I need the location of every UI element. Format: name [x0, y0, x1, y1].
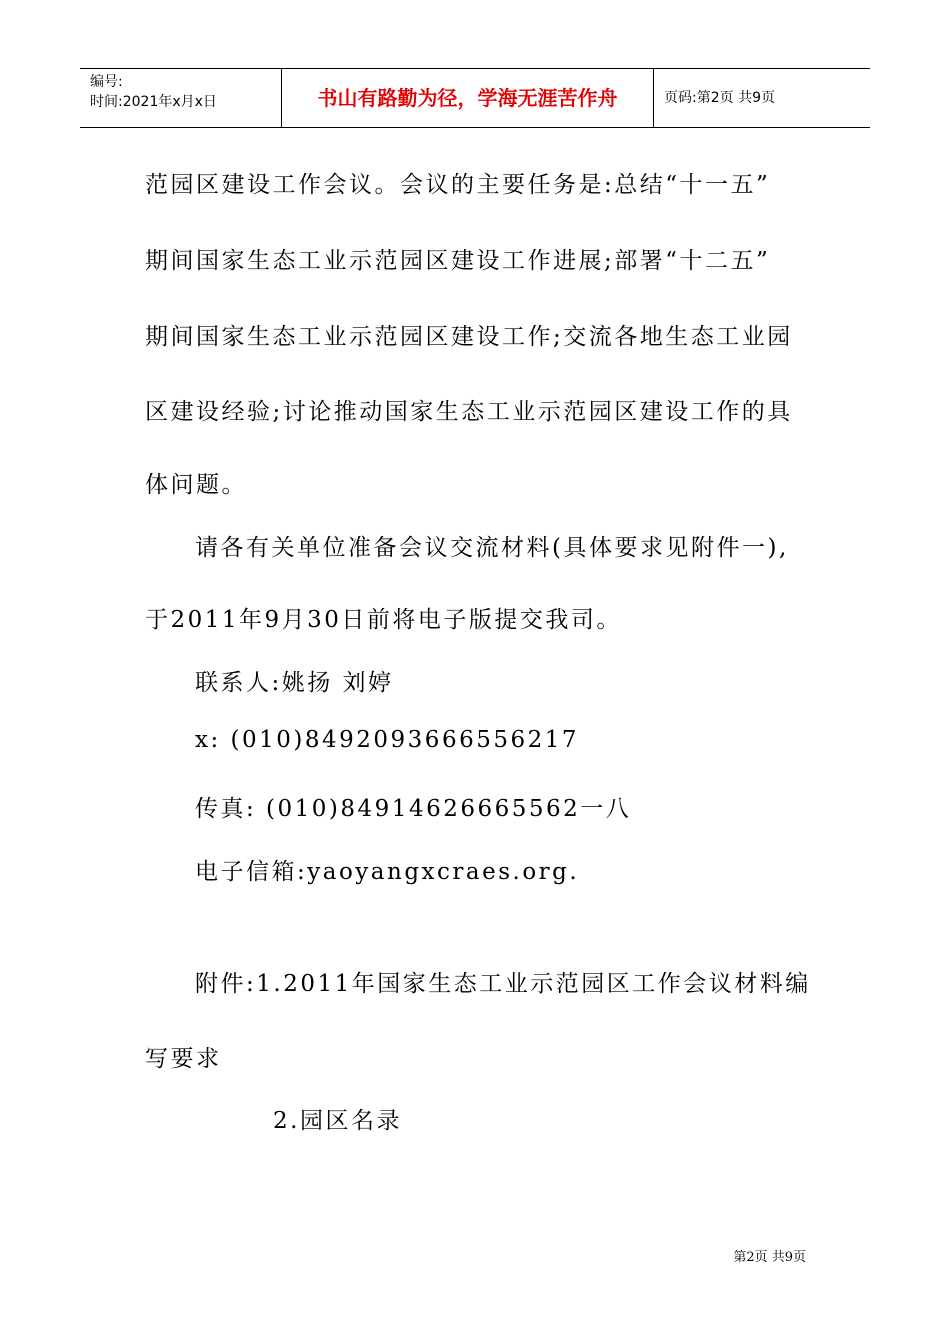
page-header	[80, 68, 870, 128]
header-page-number: 页码:第2页 共9页	[664, 90, 775, 106]
contact-email: 电子信箱:yaoyangxcraes.org.	[195, 859, 580, 885]
body-line: 期间国家生态工业示范园区建设工作进展;部署“十二五”	[145, 248, 771, 274]
attachment-line: 附件:1.2011年国家生态工业示范园区工作会议材料编	[195, 971, 811, 997]
contact-phone: x: (010)8492093666556217	[195, 727, 580, 753]
page-footer: 第2页 共9页	[733, 1250, 806, 1265]
header-code: 编号:	[90, 74, 123, 90]
body-line: 期间国家生态工业示范园区建设工作;交流各地生态工业园	[145, 324, 793, 350]
attachment-line: 写要求	[145, 1046, 222, 1072]
contact-person: 联系人:姚扬 刘婷	[195, 670, 394, 696]
header-time: 时间:2021年x月x日	[90, 94, 217, 110]
attachment-line: 2.园区名录	[273, 1108, 402, 1134]
body-line: 范园区建设工作会议。会议的主要任务是:总结“十一五”	[145, 172, 771, 198]
contact-fax: 传真: (010)84914626665562一八	[195, 796, 632, 822]
body-line: 区建设经验;讨论推动国家生态工业示范园区建设工作的具	[145, 399, 793, 425]
body-line: 于2011年9月30日前将电子版提交我司。	[145, 607, 622, 633]
header-info-cell	[80, 69, 282, 127]
header-motto: 书山有路勤为径，学海无涯苦作舟	[282, 69, 654, 127]
body-line: 体问题。	[145, 472, 247, 498]
body-line: 请各有关单位准备会议交流材料(具体要求见附件一),	[195, 535, 789, 561]
